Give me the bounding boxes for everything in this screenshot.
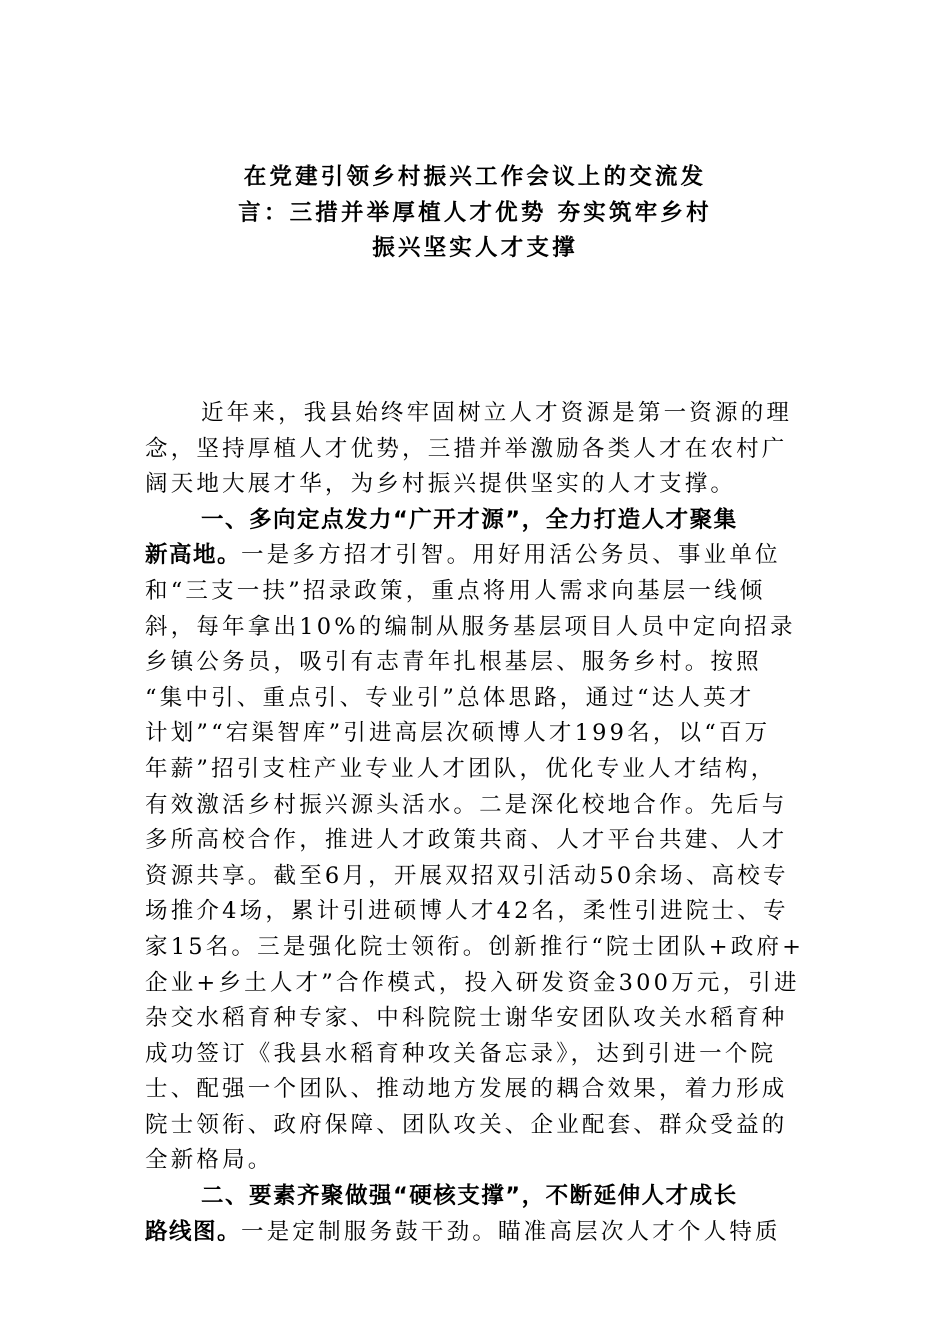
section1-heading-continuation — [145, 538, 805, 574]
section1-line: 年薪”招引支柱产业专业人才团队，优化专业人才结构， — [145, 755, 777, 782]
document-body — [145, 396, 805, 1250]
section1-line: “集中引、重点引、专业引”总体思路，通过“达人英才 — [145, 684, 755, 711]
section1-heading-end: 新高地。 — [145, 542, 242, 569]
section1-line: 企业+乡土人才”合作模式，投入研发资金300万元，引进 — [145, 969, 800, 996]
section1-line: 资源共享。截至6月，开展双招双引活动50余场、高校专 — [145, 862, 789, 889]
title-line: 振兴坚实人才支撑 — [372, 235, 578, 262]
section1-line: 院士领衔、政府保障、团队攻关、企业配套、群众受益的 — [145, 1111, 788, 1138]
section1-line: 有效激活乡村振兴源头活水。二是深化校地合作。先后与 — [145, 791, 788, 818]
section2-heading-continuation — [145, 1215, 805, 1251]
section1-line: 计划”“宕渠智库”引进高层次硕博人才199名，以“百万 — [145, 720, 771, 747]
section2-heading: 二、要素齐聚做强“硬核支撑”，不断延伸人才成长 — [201, 1183, 738, 1210]
section1-line: 乡镇公务员，吸引有志青年扎根基层、服务乡村。按照 — [145, 649, 762, 676]
section1-heading: 一、多向定点发力“广开才源”，全力打造人才聚集 — [201, 506, 738, 533]
section1-line: 成功签订《我县水稻育种攻关备忘录》，达到引进一个院 — [145, 1040, 777, 1067]
section2-heading-end: 路线图。 — [145, 1218, 242, 1245]
intro-line: 阔天地大展才华，为乡村振兴提供坚实的人才支撑。 — [145, 471, 737, 498]
section1-text-start: 一是多方招才引智。用好用活公务员、事业单位 — [241, 542, 781, 569]
section1-line: 士、配强一个团队、推动地方发展的耦合效果，着力形成 — [145, 1076, 788, 1103]
title-line: 在党建引领乡村振兴工作会议上的交流发 — [243, 164, 707, 190]
intro-line: 近年来，我县始终牢固树立人才资源是第一资源的理 — [201, 400, 793, 426]
intro-line: 念，坚持厚植人才优势，三措并举激励各类人才在农村广 — [145, 435, 788, 462]
title-line: 言：三措并举厚植人才优势 夯实筑牢乡村 — [238, 199, 712, 226]
section1-line: 和“三支一扶”招录政策，重点将用人需求向基层一线倾 — [145, 577, 766, 604]
section1-line: 场推介4场，累计引进硕博人才42名，柔性引进院士、专 — [145, 898, 789, 925]
section1-line: 家15名。三是强化院士领衔。创新推行“院士团队+政府+ — [145, 933, 805, 960]
section1-line: 杂交水稻育种专家、中科院院士谢华安团队攻关水稻育种 — [145, 1005, 788, 1032]
section2-text-start: 一是定制服务鼓干劲。瞄准高层次人才个人特质 — [241, 1218, 781, 1245]
section1-line: 多所高校合作，推进人才政策共商、人才平台共建、人才 — [145, 827, 788, 854]
document-title — [145, 160, 805, 267]
section1-line: 全新格局。 — [145, 1147, 274, 1174]
section1-line: 斜，每年拿出10%的编制从服务基层项目人员中定向招录 — [145, 613, 796, 640]
